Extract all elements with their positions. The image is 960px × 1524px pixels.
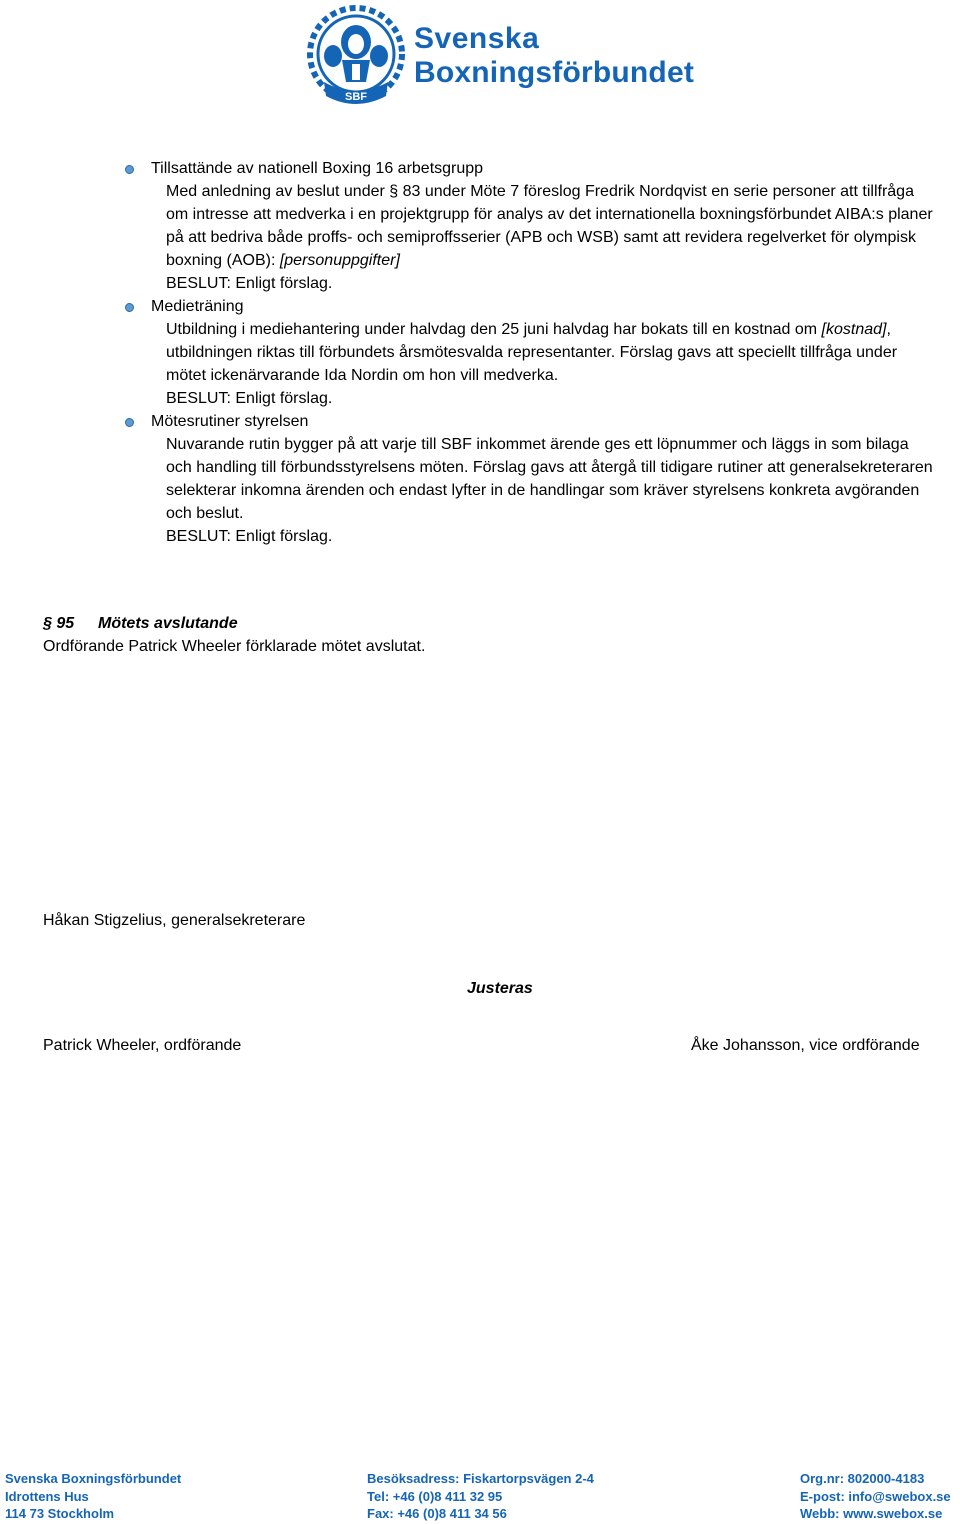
justeras-heading: Justeras: [467, 980, 533, 997]
item-title: Medieträning: [151, 298, 244, 315]
decision-line: [151, 387, 935, 410]
section-text: Ordförande Patrick Wheeler förklarade mötet avslutat.: [43, 638, 426, 655]
item-body-text: Utbildning i mediehantering under halvdag den 25 juni halvdag har bokats till en kostnad om: [166, 321, 822, 338]
page-footer: [0, 1470, 960, 1524]
list-item: [125, 410, 935, 548]
sbf-logo: [306, 4, 706, 108]
footer-building: Idrottens Hus: [5, 1488, 89, 1504]
decision-line: [151, 272, 935, 295]
boxer-emblem-icon: [306, 4, 406, 108]
section-number: § 95: [43, 615, 75, 632]
decision-text: Enligt förslag.: [230, 390, 333, 407]
logo-wordmark: [414, 22, 694, 90]
decision-line: [151, 525, 935, 548]
decision-text: Enligt förslag.: [230, 275, 333, 292]
footer-address-col: [5, 1470, 181, 1523]
footer-org-name: Svenska Boxningsförbundet: [5, 1471, 182, 1486]
footer-fax: Fax: +46 (0)8 411 34 56: [367, 1506, 507, 1521]
footer-orgnr: Org.nr: 802000-4183: [800, 1471, 925, 1486]
footer-phone: Tel: +46 (0)8 411 32 95: [367, 1488, 503, 1504]
footer-web-col: [800, 1470, 951, 1523]
footer-city: 114 73 Stockholm: [5, 1506, 115, 1521]
item-body-italic: [kostnad]: [821, 321, 887, 338]
item-body-suffix: , utbildningen riktas till förbundets årsmötesvalda representanter. Förslag gavs att speciellt tillfråga under mötet ickenärvarande Ida Nordin om hon vill medverka.: [166, 321, 898, 384]
logo-line1: Svenska: [414, 22, 540, 55]
bullet-icon: [125, 303, 134, 312]
bullet-icon: [125, 165, 134, 174]
vice-chair-signature: Åke Johansson, vice ordförande: [691, 1037, 920, 1054]
logo-line2: Boxningsförbundet: [414, 56, 695, 89]
agenda-items: [125, 157, 935, 548]
emblem-text: SBF: [345, 91, 367, 103]
footer-contact-col: [367, 1470, 594, 1523]
item-body: [151, 318, 935, 387]
decision-label: BESLUT:: [166, 275, 231, 292]
section-title: Mötets avslutande: [98, 615, 238, 632]
list-item: [125, 157, 935, 295]
secretary-signature: Håkan Stigzelius, generalsekreterare: [43, 912, 306, 929]
item-body-text: Nuvarande rutin bygger på att varje till SBF inkommet ärende ges ett löpnummer och läggs in som bilaga och handling till förbundsstyrelsens möten. Förslag gavs att återgå till tidigare rutiner att generalsekreteraren selekterar inkomna ärenden och endast lyfter in de handlingar som kräver styrelsens konkreta avgöranden och beslut.: [166, 436, 933, 522]
footer-website[interactable]: Webb: www.swebox.se: [800, 1506, 943, 1521]
decision-text: Enligt förslag.: [230, 528, 333, 545]
decision-label: BESLUT:: [166, 390, 231, 407]
bullet-icon: [125, 418, 134, 427]
closing-section: [43, 612, 923, 658]
decision-label: BESLUT:: [166, 528, 231, 545]
item-body: [151, 180, 935, 272]
item-title: Mötesrutiner styrelsen: [151, 413, 309, 430]
item-body-italic: [personuppgifter]: [279, 252, 400, 269]
item-body: [151, 433, 935, 525]
item-title: Tillsattände av nationell Boxing 16 arbetsgrupp: [151, 160, 484, 177]
footer-visit-address: Besöksadress: Fiskartorpsvägen 2-4: [367, 1471, 594, 1486]
section-heading: [43, 612, 923, 635]
footer-email[interactable]: E-post: info@swebox.se: [800, 1488, 951, 1504]
chair-signature: Patrick Wheeler, ordförande: [43, 1037, 242, 1054]
list-item: [125, 295, 935, 410]
item-body-text: Med anledning av beslut under § 83 under Möte 7 föreslog Fredrik Nordqvist en serie personer att tillfråga om intresse att medverka i en projektgrupp för analys av det internationella boxningsförbundet AIBA:s planer på att bedriva både proffs- och semiproffsserier (APB och WSB) samt att revidera regelverket för olympisk boxning (AOB):: [166, 183, 933, 269]
